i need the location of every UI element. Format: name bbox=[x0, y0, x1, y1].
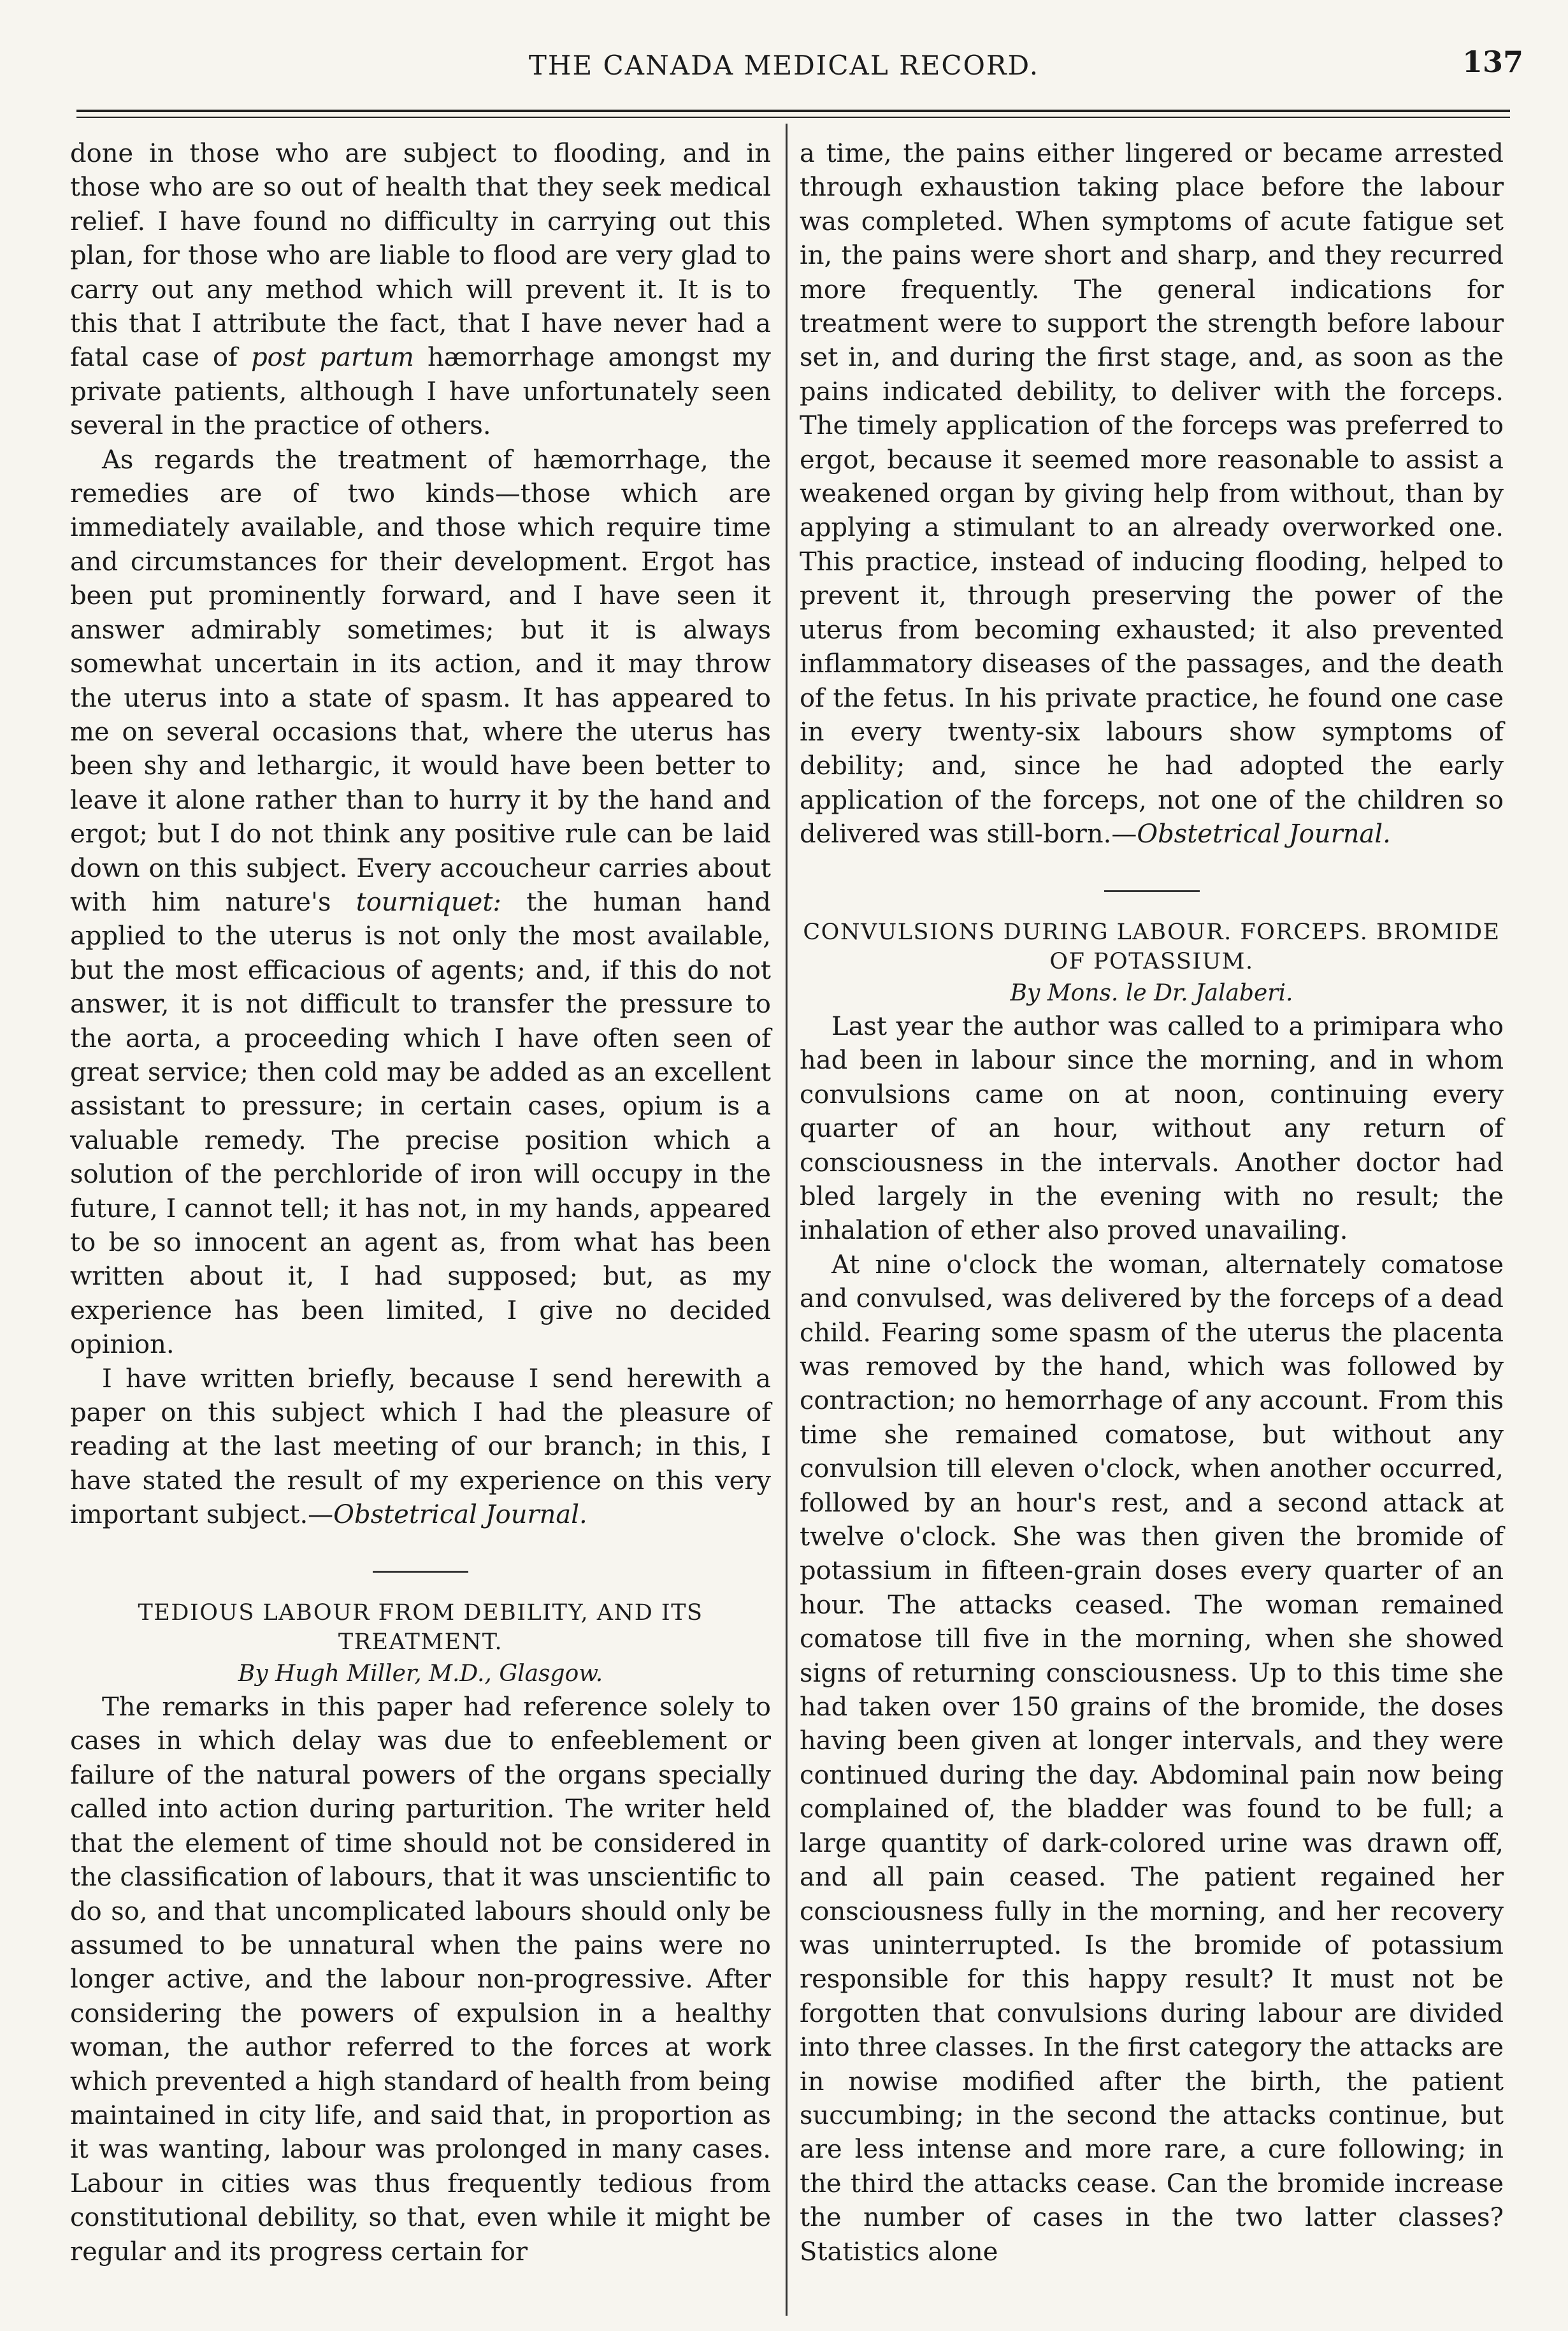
article-byline: By Mons. le Dr. Jalaberi. bbox=[1010, 979, 1293, 1006]
header-rule bbox=[76, 110, 1510, 112]
paragraph: Last year the author was called to a primipara who had been in labour since the morning, and in whom convulsions came on at noon, continuing every quarter of an hour, without any return of consciousness in the intervals. Another doctor had bled largely in the evening with no result; the inhalation of ether also proved unavailing. bbox=[800, 1011, 1504, 1246]
article-byline: By Hugh Miller, M.D., Glasgow. bbox=[238, 1660, 603, 1687]
paragraph: done in those who are subject to flooding, and in those who are so out of health that they seek medical relief. I have found no difficulty in carrying out this plan, for those who are liable to flood are very glad to carry out any method which will prevent it. It is to this that I attribute the fact, that I have never had a fatal case of post partum hæmorrhage amongst my private patients, although I have unfortunately seen several in the practice of others. bbox=[70, 139, 772, 441]
page-header bbox=[0, 45, 1568, 88]
paragraph: As regards the treatment of hæmorrhage, the remedies are of two kinds—those which are immediately available, and those which require time and circumstances for their development. Ergot has been put prominently forward, and I have seen it answer admirably sometimes; but it is always somewhat uncertain in its action, and it may throw the uterus into a state of spasm. It has appeared to me on several occasions that, where the uterus has been shy and lethargic, it would have been better to leave it alone rather than to hurry it by the hand and ergot; but I do not think any positive rule can be laid down on this subject. Every accoucheur carries about with him nature's tourniquet: the human hand applied to the uterus is not only the most available, but the most efficacious of agents; and, if this do not answer, it is not difficult to transfer the pressure to the aorta, a proceeding which I have often seen of great service; then cold may be added as an excellent assistant to pressure; in certain cases, opium is a valuable remedy. The precise position which a solution of the perchloride of iron will occupy in the future, I cannot tell; it has not, in my hands, appeared to be so innocent an agent as, from what has been written about it, I had supposed; but, as my experience has been limited, I give no decided opinion. bbox=[70, 445, 772, 1360]
paragraph: At nine o'clock the woman, alternately comatose and convulsed, was delivered by the forceps of a dead child. Fearing some spasm of the uterus the placenta was removed by the hand, which was followed by contraction; no hemorrhage of any account. From this time she remained comatose, but without any convulsion till eleven o'clock, when another occurred, followed by an hour's rest, and a second attack at twelve o'clock. She was then given the bromide of potassium in fifteen-grain doses every quarter of an hour. The attacks ceased. The woman remained comatose till five in the morning, when she showed signs of returning consciousness. Up to this time she had taken over 150 grains of the bromide, the doses having been given at longer intervals, and they were continued during the day. Abdominal pain now being complained of, the bladder was found to be full; a large quantity of dark-colored urine was drawn off, and all pain ceased. The patient regained her consciousness fully in the morning, and her recovery was uninterrupted. Is the bromide of potassium responsible for this happy result? It must not be forgotten that convulsions during labour are divided into three classes. In the first category the attacks are in nowise modified after the birth, the patient succumbing; in the second the attacks continue, but are less intense and more rare, a cure following; in the third the attacks cease. Can the bromide increase the number of cases in the two latter classes? Statistics alone bbox=[800, 1250, 1504, 2267]
column-divider bbox=[786, 124, 788, 2316]
paragraph: a time, the pains either lingered or became arrested through exhaustion taking place before the labour was completed. When symptoms of acute fatigue set in, the pains were short and sharp, and they recurred more frequently. The general indications for treatment were to support the strength before labour set in, and during the first stage, and, as soon as the pains indicated debility, to deliver with the forceps. The timely application of the forceps was preferred to ergot, because it seemed more reasonable to assist a weakened organ by giving help from without, than by applying a stimulant to an already overworked one. This practice, instead of inducing flooding, helped to prevent it, through preserving the power of the uterus from becoming exhausted; it also prevented inflammatory diseases of the passages, and the death of the fetus. In his private practice, he found one case in every twenty-six labours show symptoms of debility; and, since he had adopted the early application of the forceps, not one of the children so delivered was still-born.—Obstetrical Journal. bbox=[800, 139, 1504, 849]
left-column bbox=[70, 137, 771, 2269]
section-separator bbox=[1104, 890, 1200, 892]
header-rule-thin bbox=[76, 117, 1510, 118]
paragraph: The remarks in this paper had reference solely to cases in which delay was due to enfeeblement or failure of the natural powers of the organs specially called into action during parturition. The writer held that the element of time should not be considered in the classification of labours, that it was unscientific to do so, and that uncomplicated labours should only be assumed to be unnatural when the pains were no longer active, and the labour non-progressive. After considering the powers of expulsion in a healthy woman, the author referred to the forces at work which prevented a high standard of health from being maintained in city life, and said that, in proportion as it was wanting, labour was prolonged in many cases. Labour in cities was thus frequently tedious from constitutional debility, so that, even while it might be regular and its progress certain for bbox=[70, 1692, 771, 2267]
paragraph: I have written briefly, because I send herewith a paper on this subject which I had the pleasure of reading at the last meeting of our branch; in this, I have stated the result of my experience on this very important subject.—Obstetrical Journal. bbox=[70, 1364, 771, 1530]
running-head: THE CANADA MEDICAL RECORD. bbox=[528, 50, 1040, 81]
right-column bbox=[800, 137, 1504, 2269]
section-separator bbox=[373, 1571, 468, 1573]
article-title: CONVULSIONS DURING LABOUR. FORCEPS. BROMIDE OF POTASSIUM. bbox=[803, 919, 1500, 974]
article-title: TEDIOUS LABOUR FROM DEBILITY, AND ITS TREATMENT. bbox=[138, 1599, 703, 1655]
page-number: 137 bbox=[1462, 45, 1523, 79]
